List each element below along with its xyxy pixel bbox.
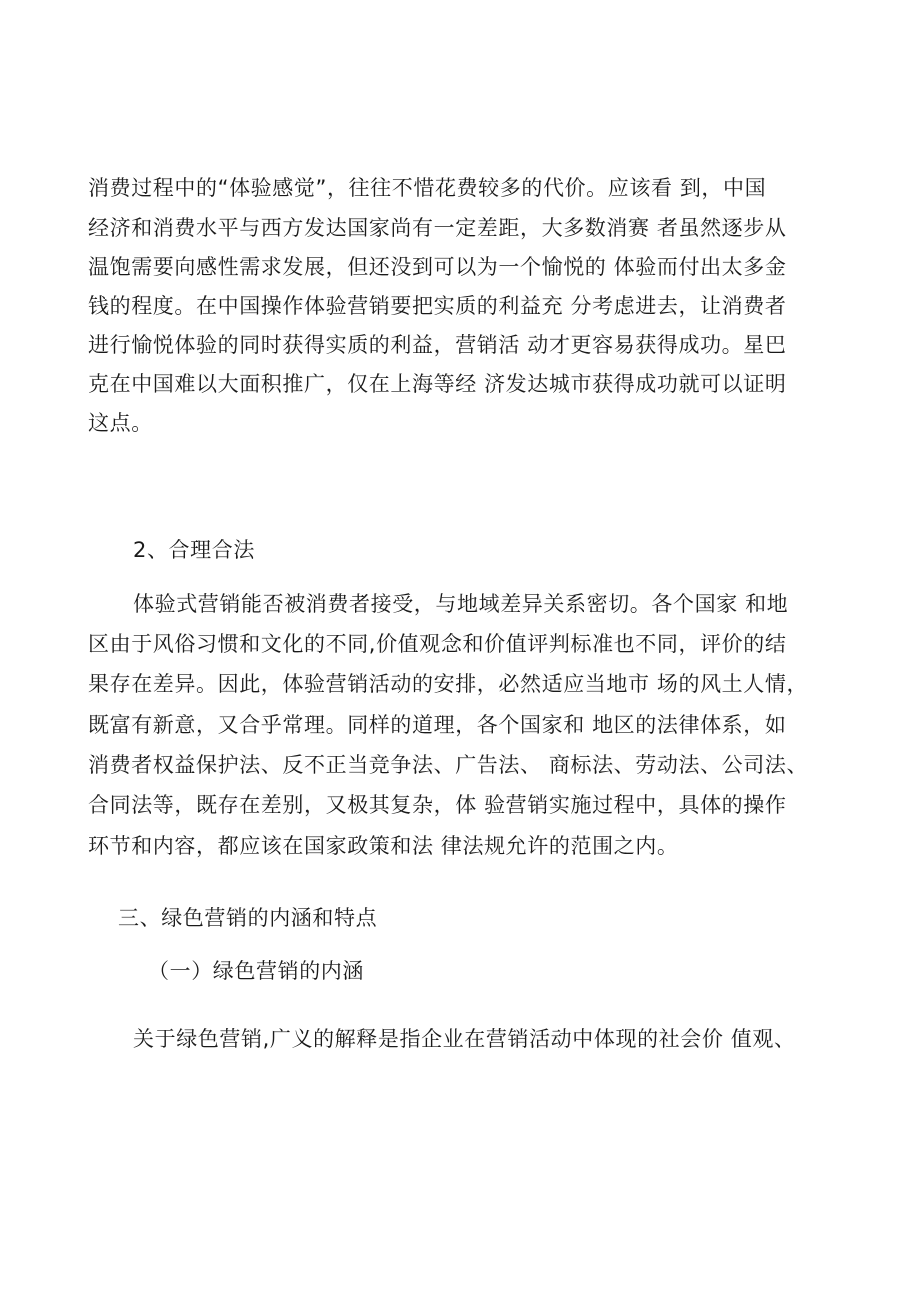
paragraph-2-line-7: 环节和内容，都应该在国家政策和法 律法规允许的范围之内。 [88, 834, 679, 858]
paragraph-2-line-3: 果存在差异。因此，体验营销活动的安排，必然适应当地市 场的风土人情， [88, 672, 809, 696]
paragraph-1-line-5: 进行愉悦体验的同时获得实质的利益，营销活 动才更容易获得成功。星巴 [88, 333, 787, 357]
paragraph-1-line-2: 经济和消费水平与西方发达国家尚有一定差距，大多数消赛 者虽然逐步从 [88, 216, 787, 240]
paragraph-1-line-7: 这点。 [88, 411, 153, 435]
paragraph-2-line-6: 合同法等，既存在差别，又极其复杂，体 验营销实施过程中，具体的操作 [88, 793, 787, 817]
paragraph-2-line-5: 消费者权益保护法、反不正当竞争法、广告法、 商标法、劳动法、公司法、 [88, 753, 809, 777]
paragraph-2-line-2: 区由于风俗习惯和文化的不同,价值观念和价值评判标准也不同，评价的结 [88, 632, 787, 656]
paragraph-2-line-1: 体验式营销能否被消费者接受，与地域差异关系密切。各个国家 和地 [133, 592, 789, 616]
paragraph-1-line-4: 钱的程度。在中国操作体验营销要把实质的利益充 分考虑进去，让消费者 [88, 294, 787, 318]
section-heading: 三、绿色营销的内涵和特点 [118, 906, 378, 930]
paragraph-3-line-1: 关于绿色营销,广义的解释是指企业在营销活动中体现的社会价 值观、 [133, 1027, 796, 1051]
subsection-heading: （一）绿色营销的内涵 [148, 959, 364, 983]
paragraph-1-line-3: 温饱需要向感性需求发展，但还没到可以为一个愉悦的 体验而付出太多金 [88, 255, 787, 279]
paragraph-1-line-6: 克在中国难以大面积推广，仅在上海等经 济发达城市获得成功就可以证明 [88, 372, 787, 396]
heading-reasonable-legal: 2、合理合法 [133, 538, 255, 562]
paragraph-2-line-4: 既富有新意，又合乎常理。同样的道理，各个国家和 地区的法律体系，如 [88, 713, 787, 737]
paragraph-1-line-1: 消费过程中的“体验感觉”，往往不惜花费较多的代价。应该看 到，中国 [88, 176, 767, 200]
